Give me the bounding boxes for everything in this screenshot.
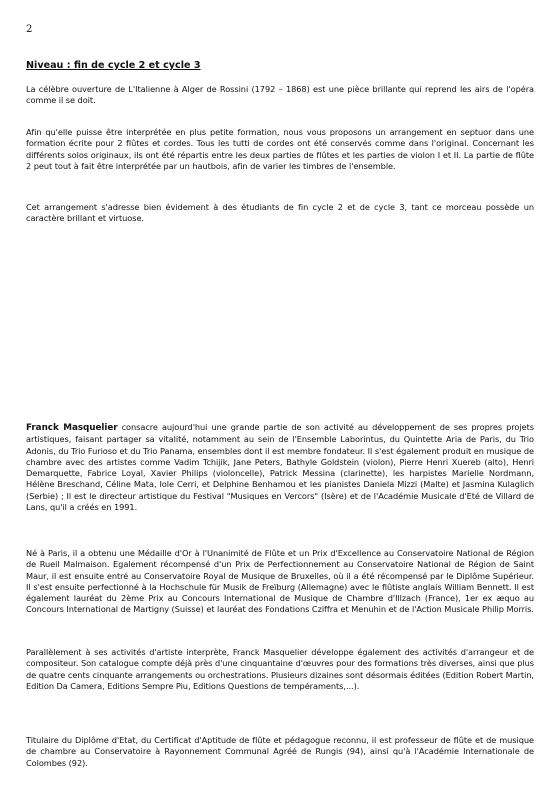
bio-paragraph-2: Né à Paris, il a obtenu une Médaille d'Or à l'Unanimité de Flûte et un Prix d'Excellence au Conservatoire National de Région de Rueil Malmaison. Egalement récompensé d'un Prix de Perfectionnement au Conservatoire National de Région de Saint Maur, il est ensuite entré au Conservatoire Royal de Musique de Bruxelles, où il a été récompensé par le Diplôme Supérieur. Il s'est ensuite perfectionné à la Hochschule für Musik de Freïburg (Allemagne) avec le flûtiste anglais William Bennett. Il est également lauréat du 2ème Prix au Concours International de Musique de Chambre d'Illzach (France), 1er ex æquo au Concours International de Martigny (Suisse) et lauréat des Fondations Cziffra et Menuhin et de l'Action Musicale Philip Morris.	[26, 548, 534, 615]
intro-paragraph-3: Cet arrangement s'adresse bien évidement à des étudiants de fin cycle 2 et de cycle 3, tant ce morceau possède un caractère brillant et virtuose.	[26, 202, 534, 224]
bio-paragraph-1-text: consacre aujourd'hui une grande partie de son activité au développement de ses propres projets artistiques, faisant partager sa vitalité, notamment au sein de l'Ensemble Laborintus, du Quintette Aria de Paris, du Trio Adonis, du Trio Furioso et du Trio Panama, ensembles dont il est membre fondateur. Il s'est également produit en musique de chambre avec des artistes comme Vadim Tchijik, Jane Peters, Bathyle Goldstein (violon), Pierre Henri Xuereb (alto), Henri Demarquette, Fabrice Loyal, Xavier Philips (violoncelle), Patrick Messina (clarinette), les harpistes Marielle Nordmann, Hélène Breschand, Céline Mata, Iole Cerri, et Delphine Benhamou et les pianistes Daniela Mizzi (Malte) et Jasmina Kulaglich (Serbie) ; Il est le directeur artistique du Festival "Musiques en Vercors" (Isère) et de l'Académie Musicale d'Eté de Villard de Lans, qu'il a créés en 1991.	[26, 422, 534, 513]
page-number: 2	[26, 24, 33, 35]
bio-paragraph-1	[26, 422, 534, 513]
intro-paragraph-2: Afin qu'elle puisse être interprétée en plus petite formation, nous vous proposons un arrangement en septuor dans une formation écrite pour 2 flûtes et cordes. Tous les tutti de cordes ont été conservés comme dans l'original. Concernant les différents solos originaux, ils ont été répartis entre les deux parties de flûtes et les parties de violon I et II. La partie de flûte 2 peut tout à fait être interprétée par un hautbois, afin de varier les timbres de l'ensemble.	[26, 127, 534, 171]
level-heading: Niveau : fin de cycle 2 et cycle 3	[26, 60, 201, 71]
bio-paragraph-3: Parallèlement à ses activités d'artiste interprète, Franck Masquelier développe également des activités d'arrangeur et de compositeur. Son catalogue compte déjà près d'une cinquantaine d'œuvres pour des formations très diverses, ainsi que plus de quatre cents cinquante arrangements ou orchestrations. Plusieurs dizaines sont désormais éditées (Edition Robert Martin, Edition Da Camera, Editions Sempre Piu, Editions Questions de tempéraments,...).	[26, 647, 534, 691]
artist-name: Franck Masquelier	[26, 423, 118, 433]
bio-paragraph-4: Titulaire du Diplôme d'Etat, du Certificat d'Aptitude de flûte et pédagogue reconnu, il est professeur de flûte et de musique de chambre au Conservatoire à Rayonnement Communal Agréé de Rungis (94), ainsi qu'à l'Académie Internationale de Colombes (92).	[26, 735, 534, 768]
intro-paragraph-1: La célèbre ouverture de L'Italienne à Alger de Rossini (1792 – 1868) est une pièce brillante qui reprend les airs de l'opéra comme il se doit.	[26, 84, 534, 106]
